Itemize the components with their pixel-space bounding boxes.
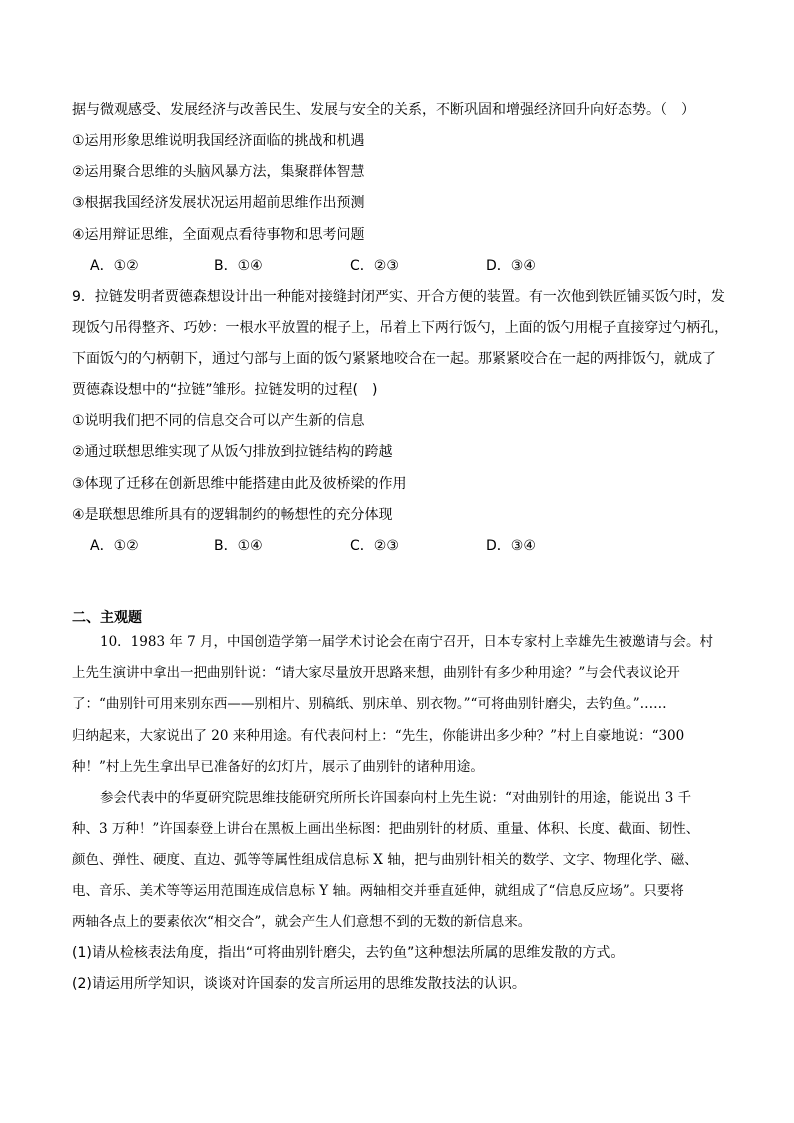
q9-item-3: ③体现了迁移在创新思维中能搭建由此及彼桥梁的作用 [72, 476, 407, 492]
q8-stem-tail: 据与微观感受、发展经济与改善民生、发展与安全的关系，不断巩固和增强经济回升向好态势。（ ） [72, 102, 695, 118]
q9-item-4: ④是联想思维所具有的逻辑制约的畅想性的充分体现 [72, 507, 393, 523]
q9-item-1: ①说明我们把不同的信息交合可以产生新的信息 [72, 413, 365, 429]
q10-para2-line-3: 颜色、弹性、硬度、直边、弧等等属性组成信息标 X 轴，把与曲别针相关的数学、文字、物理化学、磁、 [72, 852, 698, 868]
q8-option-b[interactable]: B．①④ [214, 258, 263, 274]
q9-stem-line-2: 现饭勺吊得整齐、巧妙：一根水平放置的棍子上，吊着上下两行饭勺，上面的饭勺用棍子直接穿过勺柄孔， [72, 320, 729, 336]
q8-option-d[interactable]: D．③④ [486, 258, 536, 274]
q9-stem-line-4: 贾德森设想中的“拉链”雏形。拉链发明的过程( ) [72, 382, 378, 398]
q8-item-3: ③根据我国经济发展状况运用超前思维作出预测 [72, 195, 365, 211]
q10-para2-line-1: 参会代表中的华夏研究院思维技能研究所所长许国泰向村上先生说：“对曲别针的用途，能说出 3 千 [100, 790, 692, 806]
q10-para1-line-5: 种！”村上先生拿出早已准备好的幻灯片，展示了曲别针的诸种用途。 [72, 759, 484, 775]
q10-para1-line-3: 了：“曲别针可用来别东西——别相片、别稿纸、别床单、别衣物。”“可将曲别针磨尖，去钓鱼。”…… [72, 696, 667, 712]
q9-option-a[interactable]: A．①② [90, 538, 139, 554]
q10-para2-line-2: 种、3 万种！”许国泰登上讲台在黑板上画出坐标图：把曲别针的材质、重量、体积、长度、截面、韧性、 [72, 821, 700, 837]
q8-item-2: ②运用聚合思维的头脑风暴方法，集聚群体智慧 [72, 164, 365, 180]
q9-option-b[interactable]: B．①④ [214, 538, 263, 554]
q9-option-d[interactable]: D．③④ [486, 538, 536, 554]
q10-para2-line-4: 电、音乐、美术等等运用范围连成信息标 Y 轴。两轴相交并垂直延伸，就组成了“信息反应场”。只要将 [72, 883, 684, 899]
q10-para2-line-5: 两轴各点上的要素依次“相交合”，就会产生人们意想不到的无数的新信息来。 [72, 914, 532, 930]
q10-para1-line-2: 上先生演讲中拿出一把曲别针说：“请大家尽量放开思路来想，曲别针有多少种用途？”与会代表议论开 [72, 665, 680, 681]
q9-stem-line-1: 9．拉链发明者贾德森想设计出一种能对接缝封闭严实、开合方便的装置。有一次他到铁匠铺买饭勺时，发 [72, 289, 725, 305]
q10-para1-line-1: 10．1983 年 7 月，中国创造学第一届学术讨论会在南宁召开，日本专家村上幸雄先生被邀请与会。村 [100, 634, 713, 650]
q8-option-c[interactable]: C．②③ [350, 258, 399, 274]
q8-option-a[interactable]: A．①② [90, 258, 139, 274]
q10-sub-question-1: (1)请从检核表法角度，指出“可将曲别针磨尖，去钓鱼”这种想法所属的思维发散的方式。 [72, 945, 625, 961]
q8-item-4: ④运用辩证思维，全面观点看待事物和思考问题 [72, 227, 365, 243]
section-title: 二、主观题 [72, 610, 142, 626]
q10-sub-question-2: (2)请运用所学知识，谈谈对许国泰的发言所运用的思维发散技法的认识。 [72, 976, 526, 992]
q9-option-c[interactable]: C．②③ [350, 538, 399, 554]
q10-para1-line-4: 归纳起来，大家说出了 20 来种用途。有代表问村上：“先生，你能讲出多少种？”村上自豪地说：“300 [72, 728, 685, 744]
q9-item-2: ②通过联想思维实现了从饭勺排放到拉链结构的跨越 [72, 444, 393, 460]
q9-stem-line-3: 下面饭勺的勺柄朝下，通过勺部与上面的饭勺紧紧地咬合在一起。那紧紧咬合在一起的两排饭勺，就成了 [72, 351, 716, 367]
q8-item-1: ①运用形象思维说明我国经济面临的挑战和机遇 [72, 133, 365, 149]
